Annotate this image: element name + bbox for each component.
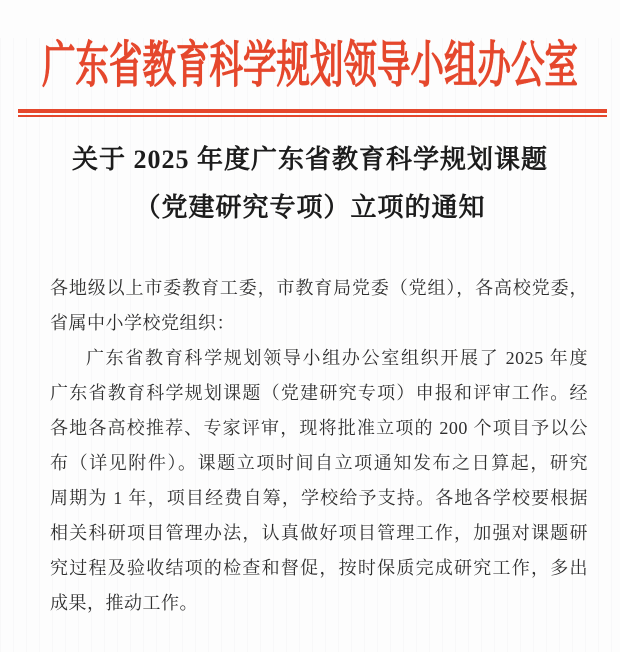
notice-title-line1: 关于 2025 年度广东省教育科学规划课题 [71, 145, 548, 174]
document-page [0, 38, 620, 652]
body-line: 各地各高校推荐、专家评审，现将批准立项的 200 个项目予以公 [50, 418, 588, 438]
body-line: 广东省教育科学规划课题（党建研究专项）申报和评审工作。经 [50, 383, 588, 403]
recipient-line: 各地级以上市委教育工委，市教育局党委（党组），各高校党委， [50, 278, 588, 298]
notice-title [0, 143, 620, 225]
notice-body [0, 271, 620, 621]
recipient-line: 省属中小学校党组织： [50, 313, 235, 333]
letterhead-org-name: 广东省教育科学规划领导小组办公室 [42, 37, 578, 93]
body-line: 究过程及验收结项的检查和督促，按时保质完成研究工作，多出 [50, 558, 588, 578]
letterhead [0, 38, 620, 102]
red-separator-rule [18, 109, 607, 117]
body-line: 周期为 1 年，项目经费自筹，学校给予支持。各地各学校要根据 [50, 488, 588, 508]
notice-title-line2: （党建研究专项）立项的通知 [134, 193, 486, 222]
body-line: 布（详见附件）。课题立项时间自立项通知发布之日算起，研究 [50, 453, 588, 473]
body-line: 广东省教育科学规划领导小组办公室组织开展了 2025 年度 [86, 348, 588, 368]
body-line: 成果，推动工作。 [50, 593, 198, 613]
body-line: 相关科研项目管理办法，认真做好项目管理工作，加强对课题研 [50, 523, 588, 543]
